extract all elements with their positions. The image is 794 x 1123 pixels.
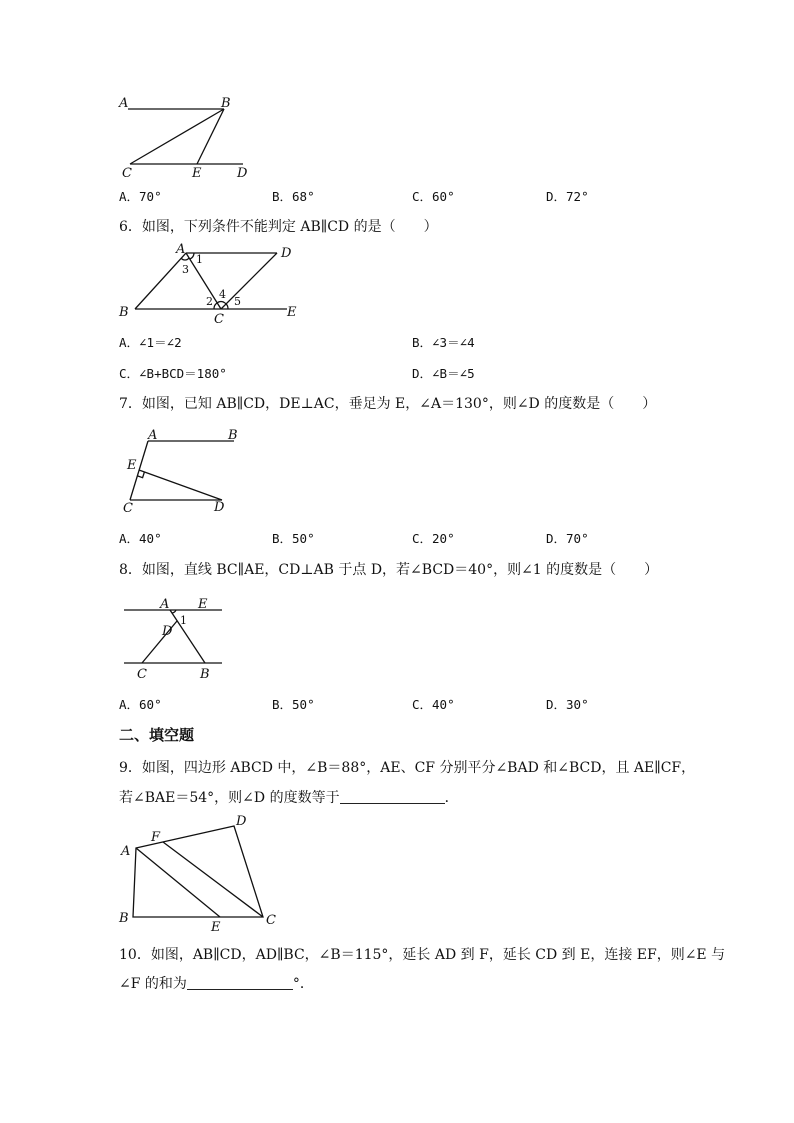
q8-stem: 8．如图，直线 BC∥AE，CD⊥AB 于点 D，若∠BCD＝40°，则∠1 的度数是（ ） bbox=[119, 562, 659, 578]
q10-stem-line2 bbox=[119, 976, 314, 992]
q5-option-c: C．60° bbox=[412, 189, 455, 204]
q6-angle-1: 1 bbox=[196, 253, 203, 266]
q9-label-b: B bbox=[119, 911, 129, 926]
q9-stem-line2-end: ． bbox=[444, 790, 459, 806]
q9-label-a: A bbox=[121, 844, 131, 859]
q8-option-b: B．50° bbox=[272, 697, 315, 712]
q7-option-d: D．70° bbox=[546, 531, 589, 546]
q5-label-e: E bbox=[192, 166, 202, 181]
q5-option-d: D．72° bbox=[546, 189, 589, 204]
q10-stem-line2-end: °． bbox=[292, 976, 314, 992]
q6-angle-3: 3 bbox=[182, 263, 189, 276]
q7-stem: 7．如图，已知 AB∥CD，DE⊥AC，垂足为 E，∠A＝130°，则∠D 的度数是（ ） bbox=[119, 396, 657, 412]
q7-option-a: A．40° bbox=[119, 531, 162, 546]
section-title-fill-in: 二、填空题 bbox=[119, 726, 195, 744]
q7-label-b: B bbox=[228, 428, 238, 443]
q9-stem-line1: 9．如图，四边形 ABCD 中，∠B＝88°，AE、CF 分别平分∠BAD 和∠BCD，且 AE∥CF， bbox=[119, 760, 696, 776]
q6-stem: 6．如图，下列条件不能判定 AB∥CD 的是（ ） bbox=[119, 219, 438, 235]
q8-option-a: A．60° bbox=[119, 697, 162, 712]
q6-angle-2: 2 bbox=[206, 295, 213, 308]
q10-answer-blank[interactable] bbox=[187, 976, 293, 990]
q6-label-e: E bbox=[287, 305, 297, 320]
q8-option-c: C．40° bbox=[412, 697, 455, 712]
q6-option-b: B．∠3＝∠4 bbox=[412, 335, 475, 350]
q6-option-c: C．∠B+BCD＝180° bbox=[119, 366, 227, 381]
q6-label-b: B bbox=[119, 305, 129, 320]
q8-label-e: E bbox=[198, 597, 208, 612]
q5-label-a: A bbox=[119, 96, 129, 111]
q8-option-d: D．30° bbox=[546, 697, 589, 712]
q5-option-b: B．68° bbox=[272, 189, 315, 204]
q9-label-e: E bbox=[211, 920, 221, 935]
q8-label-d: D bbox=[162, 624, 173, 639]
q9-label-f: F bbox=[151, 830, 161, 845]
q7-label-d: D bbox=[214, 500, 225, 515]
q8-label-a: A bbox=[160, 597, 170, 612]
q10-stem-line2-text: ∠F 的和为 bbox=[119, 976, 187, 992]
q9-label-d: D bbox=[236, 814, 247, 829]
q6-angle-4: 4 bbox=[219, 288, 226, 301]
q9-label-c: C bbox=[266, 913, 276, 928]
q9-stem-line2-text: 若∠BAE＝54°，则∠D 的度数等于 bbox=[119, 790, 340, 806]
q7-option-c: C．20° bbox=[412, 531, 455, 546]
q10-stem-line1: 10．如图，AB∥CD，AD∥BC，∠B＝115°，延长 AD 到 F，延长 CD 到 E，连接 EF，则∠E 与 bbox=[119, 947, 726, 963]
q8-angle-1: 1 bbox=[180, 614, 187, 627]
q5-label-c: C bbox=[122, 166, 132, 181]
q6-label-a: A bbox=[176, 242, 186, 257]
q8-label-b: B bbox=[200, 667, 210, 682]
q6-angle-5: 5 bbox=[234, 295, 241, 308]
q6-label-c: C bbox=[214, 312, 224, 327]
q5-label-b: B bbox=[221, 96, 231, 111]
q6-label-d: D bbox=[281, 246, 292, 261]
q5-label-d: D bbox=[237, 166, 248, 181]
q6-option-d: D．∠B＝∠5 bbox=[412, 366, 475, 381]
q7-label-a: A bbox=[148, 428, 158, 443]
q5-option-a: A．70° bbox=[119, 189, 162, 204]
q7-label-e: E bbox=[127, 458, 137, 473]
q8-label-c: C bbox=[137, 667, 147, 682]
q6-option-a: A．∠1＝∠2 bbox=[119, 335, 182, 350]
q7-option-b: B．50° bbox=[272, 531, 315, 546]
q7-label-c: C bbox=[123, 501, 133, 516]
